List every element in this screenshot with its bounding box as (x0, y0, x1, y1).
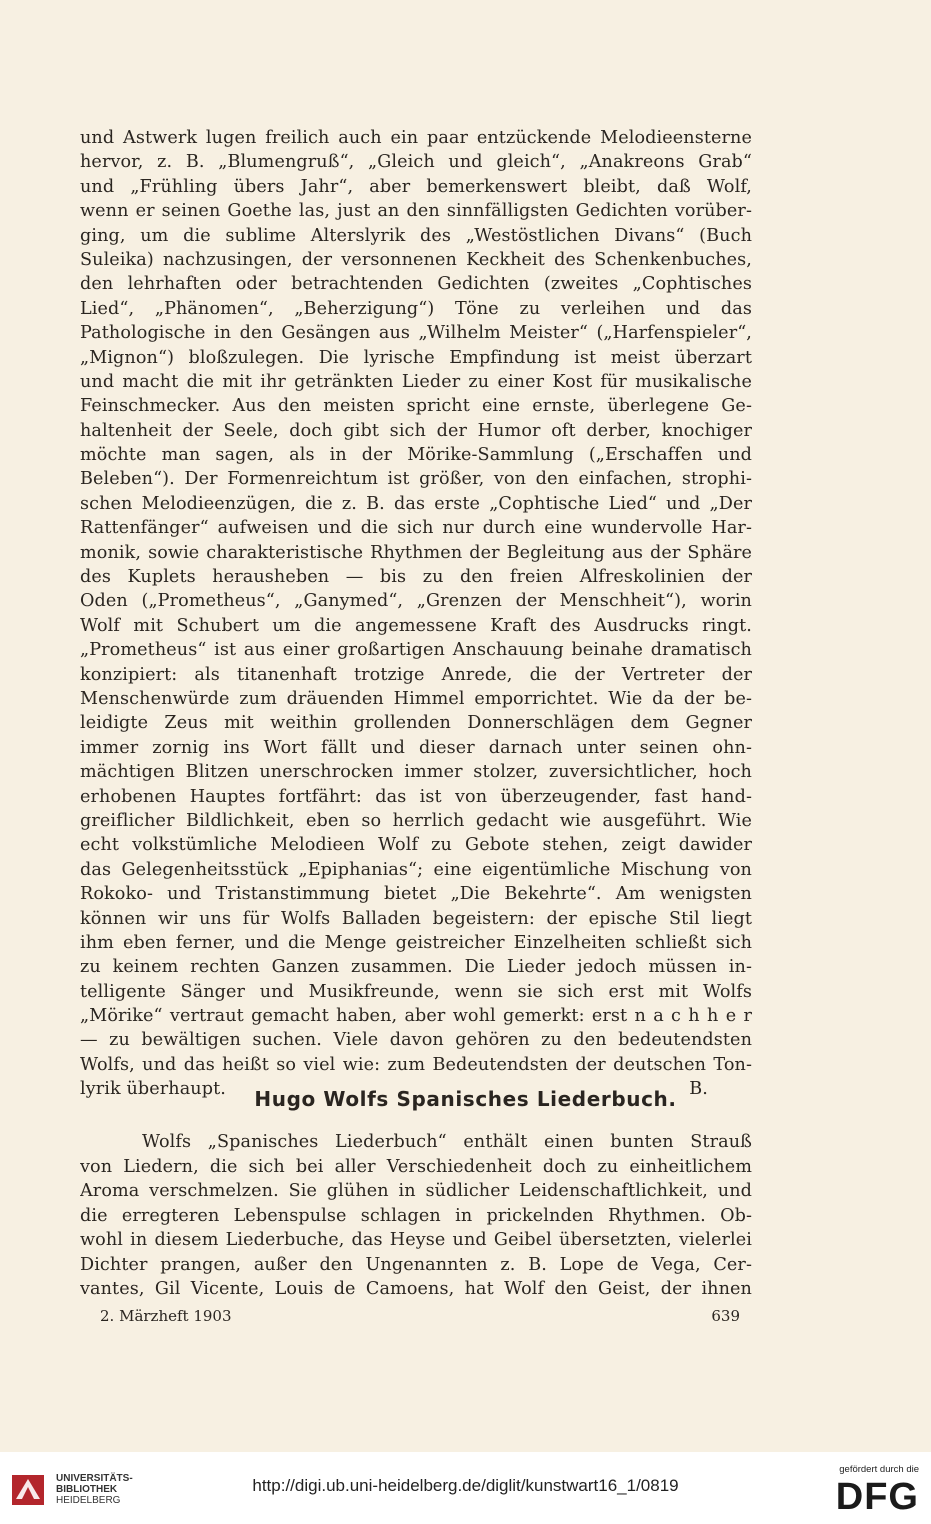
body-text (80, 126, 752, 1102)
text-line: „Mörike“ vertraut gemacht haben, aber wohl gemerkt: erst n a c h h e r (80, 1006, 752, 1027)
text-line: monik, sowie charakteristische Rhythmen der Begleitung aus der Sphäre (80, 542, 752, 563)
text-line: Rokoko- und Tristanstimmung bietet „Die Bekehrte“. Am wenigsten (80, 884, 752, 905)
text-line: Beleben“). Der Formenreichtum ist größer, von den einfachen, strophi- (80, 469, 752, 490)
text-line: erhobenen Hauptes fortfährt: das ist von überzeugender, fast hand- (80, 786, 752, 807)
text-line: Feinschmecker. Aus den meisten spricht eine ernste, überlegene Ge- (80, 396, 752, 417)
text-line: Rattenfänger“ aufweisen und die sich nur durch eine wundervolle Har- (80, 518, 752, 539)
text-line: Suleika) nachzusingen, der versonnenen Keckheit des Schenkenbuches, (80, 249, 752, 270)
text-line: „Mignon“) bloßzulegen. Die lyrische Empfindung ist meist überzart (80, 347, 752, 368)
page-footer (100, 1307, 740, 1325)
text-line: echt volkstümliche Melodieen Wolf zu Gebote stehen, zeigt dawider (80, 835, 752, 856)
text-line: vantes, Gil Vicente, Louis de Camoens, hat Wolf den Geist, der ihnen (80, 1279, 752, 1299)
text-line: Aroma verschmelzen. Sie glühen in südlicher Leidenschaftlichkeit, und (80, 1181, 752, 1201)
text-line: das Gelegenheitsstück „Epiphanias“; eine eigentümliche Mischung von (80, 859, 752, 880)
text-line: mächtigen Blitzen unerschrocken immer stolzer, zuversichtlicher, hoch (80, 762, 752, 783)
text-line: und „Frühling übers Jahr“, aber bemerkenswert bleibt, daß Wolf, (80, 176, 752, 197)
text-line: und Astwerk lugen freilich auch ein paar entzückende Melodieensterne (80, 128, 752, 148)
author-signature: B. (689, 1079, 708, 1100)
text-line: des Kuplets herausheben — bis zu den freien Alfreskolinien der (80, 567, 752, 588)
dfg-mark: DFG (835, 1476, 919, 1518)
library-name: UNIVERSITÄTS- BIBLIOTHEK HEIDELBERG (56, 1472, 133, 1506)
text-line: Wolfs, und das heißt so viel wie: zum Bedeutendsten der deutschen Ton- (80, 1054, 752, 1075)
text-line: zu keinem rechten Ganzen zusammen. Die Lieder jedoch müssen in- (80, 957, 752, 978)
text-line: ging, um die sublime Alterslyrik des „Westöstlichen Divans“ (Buch (80, 225, 752, 246)
text-line: von Liedern, die sich bei aller Verschiedenheit doch zu einheitlichem (80, 1156, 752, 1177)
text-line: möchte man sagen, als in der Mörike-Sammlung („Erschaffen und (80, 445, 752, 466)
text-line: wohl in diesem Liederbuche, das Heyse und Geibel übersetzten, vielerlei (80, 1230, 752, 1250)
text-line: Menschenwürde zum dräuenden Himmel emporrichtet. Wie da der be- (80, 688, 752, 709)
page-number: 639 (711, 1307, 740, 1325)
text-line: konzipiert: als titanenhaft trotzige Anrede, die der Vertreter der (80, 664, 752, 685)
sponsor-caption: gefördert durch die (839, 1464, 919, 1475)
text-line: „Prometheus“ ist aus einer großartigen Anschauung beinahe dramatisch (80, 640, 752, 661)
text-line: und macht die mit ihr getränkten Lieder zu einer Kost für musikalische (80, 371, 752, 392)
text-line: Dichter prangen, außer den Ungenannten z. B. Lope de Vega, Cer- (80, 1254, 752, 1275)
text-line: Pathologische in den Gesängen aus „Wilhelm Meister“ („Harfenspieler“, (80, 323, 752, 344)
text-line: ihm eben ferner, und die Menge geistreicher Einzelheiten schließt sich (80, 932, 752, 953)
text-line: schen Melodieenzügen, die z. B. das erste „Cophtische Lied“ und „Der (80, 493, 752, 514)
text-line: den lehrhaften oder betrachtenden Gedichten (zweites „Cophtisches (80, 274, 752, 295)
text-line: lyrik überhaupt. (80, 1079, 226, 1100)
text-line: wenn er seinen Goethe las, just an den sinnfälligsten Gedichten vorüber- (80, 201, 752, 222)
text-line: Lied“, „Phänomen“, „Beherzigung“) Töne zu verleihen und das (80, 298, 752, 319)
issue-label: 2. Märzheft 1903 (100, 1307, 232, 1325)
section-heading: Hugo Wolfs Spanisches Liederbuch. (254, 1087, 677, 1111)
dfg-logo[interactable] (809, 1464, 919, 1517)
text-line: — zu bewältigen suchen. Viele davon gehören zu den bedeutendsten (80, 1030, 752, 1051)
text-line: greiflicher Bildlichkeit, eben so herrlich gedacht wie ausgeführt. Wie (80, 810, 752, 831)
permalink-url[interactable]: http://digi.ub.uni-heidelberg.de/diglit/kunstwart16_1/0819 (252, 1476, 679, 1495)
text-line: telligente Sänger und Musikfreunde, wenn sie sich erst mit Wolfs (80, 981, 752, 1002)
text-line: immer zornig ins Wort fällt und dieser darnach unter seinen ohn- (80, 737, 752, 758)
text-line: leidigte Zeus mit weithin grollenden Donnerschlägen dem Gegner (80, 713, 752, 734)
text-line: Wolfs „Spanisches Liederbuch“ enthält einen bunten Strauß (142, 1132, 752, 1152)
text-line: können wir uns für Wolfs Balladen begeistern: der epische Stil liegt (80, 908, 752, 929)
text-line: die erregteren Lebenspulse schlagen in prickelnden Rhythmen. Ob- (80, 1205, 752, 1226)
text-line: Wolf mit Schubert um die angemessene Kraft des Ausdrucks ringt. (80, 615, 752, 636)
text-line: Oden („Prometheus“, „Ganymed“, „Grenzen der Menschheit“), worin (80, 591, 752, 612)
text-line: hervor, z. B. „Blumengruß“, „Gleich und gleich“, „Anakreons Grab“ (80, 152, 752, 173)
text-line: haltenheit der Seele, doch gibt sich der Humor oft derber, knochiger (80, 420, 752, 441)
section-text (80, 1130, 752, 1302)
